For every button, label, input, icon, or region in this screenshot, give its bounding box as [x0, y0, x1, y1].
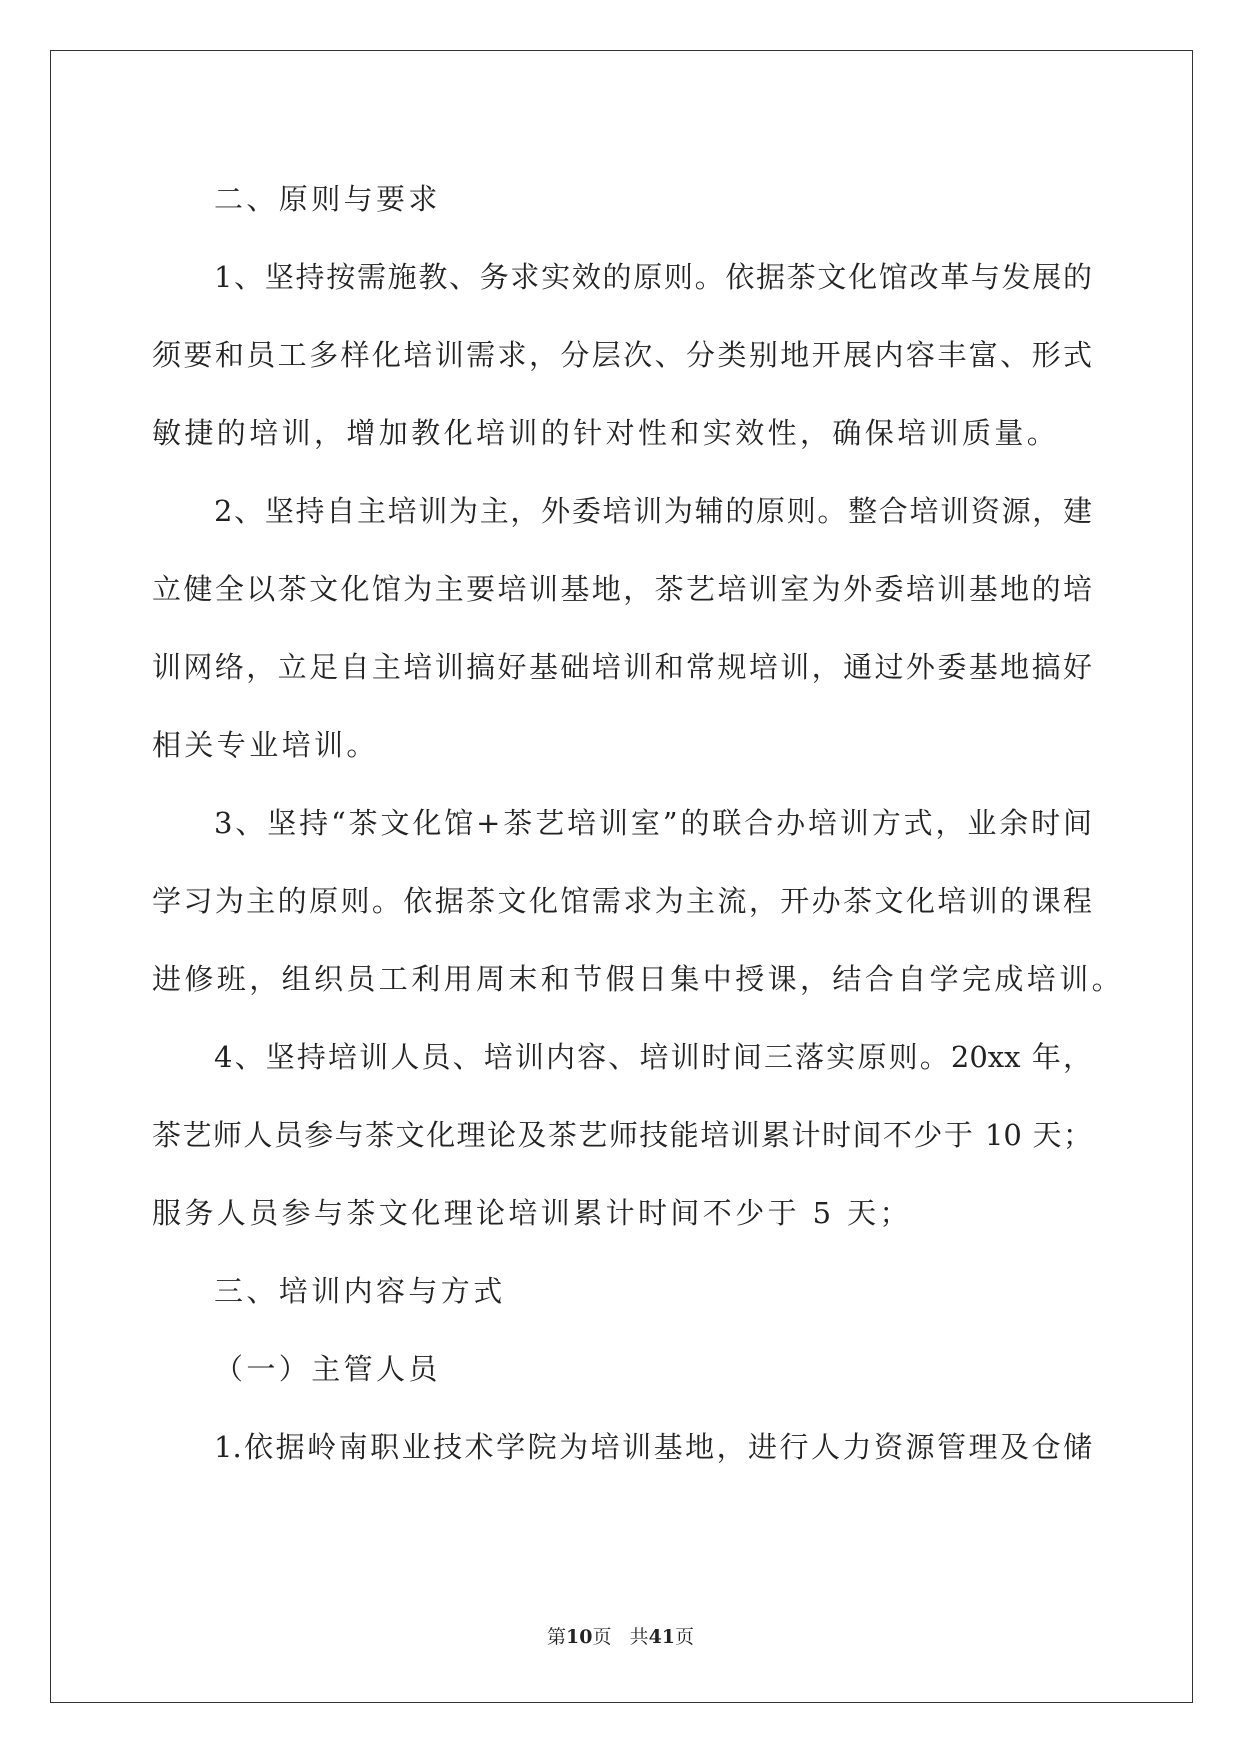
- paragraph-line: 茶艺师人员参与茶文化理论及茶艺师技能培训累计时间不少于 10 天；: [152, 1118, 1092, 1152]
- paragraph-line: 1.依据岭南职业技术学院为培训基地，进行人力资源管理及仓储: [214, 1430, 1092, 1464]
- paragraph-line: 立健全以茶文化馆为主要培训基地，茶艺培训室为外委培训基地的培: [152, 572, 1092, 606]
- page-footer: [0, 1622, 1241, 1649]
- heading-training-content: 三、培训内容与方式: [214, 1274, 506, 1308]
- paragraph-line: 3、坚持“茶文化馆+茶艺培训室”的联合办培训方式，业余时间: [214, 806, 1092, 840]
- paragraph-line: 4、坚持培训人员、培训内容、培训时间三落实原则。20xx 年，: [214, 1040, 1092, 1074]
- footer-prefix: 第: [546, 1626, 566, 1648]
- subheading-managers: （一）主管人员: [214, 1352, 441, 1386]
- paragraph-line: 须要和员工多样化培训需求，分层次、分类别地开展内容丰富、形式: [152, 338, 1092, 372]
- paragraph-line: 进修班，组织员工利用周末和节假日集中授课，结合自学完成培训。: [152, 962, 1125, 996]
- heading-principles: 二、原则与要求: [214, 182, 441, 216]
- paragraph-line: 1、坚持按需施教、务求实效的原则。依据茶文化馆改革与发展的: [214, 260, 1092, 294]
- paragraph-line: 2、坚持自主培训为主，外委培训为辅的原则。整合培训资源，建: [214, 494, 1092, 528]
- document-body: [152, 160, 1125, 1486]
- paragraph-line: 学习为主的原则。依据茶文化馆需求为主流，开办茶文化培训的课程: [152, 884, 1092, 918]
- total-pages-number: 41: [648, 1626, 676, 1648]
- paragraph-line: 训网络，立足自主培训搞好基础培训和常规培训，通过外委基地搞好: [152, 650, 1092, 684]
- paragraph-line: 服务人员参与茶文化理论培训累计时间不少于 5 天；: [152, 1196, 912, 1230]
- footer-suffix: 页: [675, 1626, 695, 1648]
- footer-mid: 页 共: [592, 1626, 649, 1648]
- paragraph-line: 敏捷的培训，增加教化培训的针对性和实效性，确保培训质量。: [152, 416, 1060, 450]
- paragraph-line: 相关专业培训。: [152, 728, 379, 762]
- current-page-number: 10: [565, 1626, 593, 1648]
